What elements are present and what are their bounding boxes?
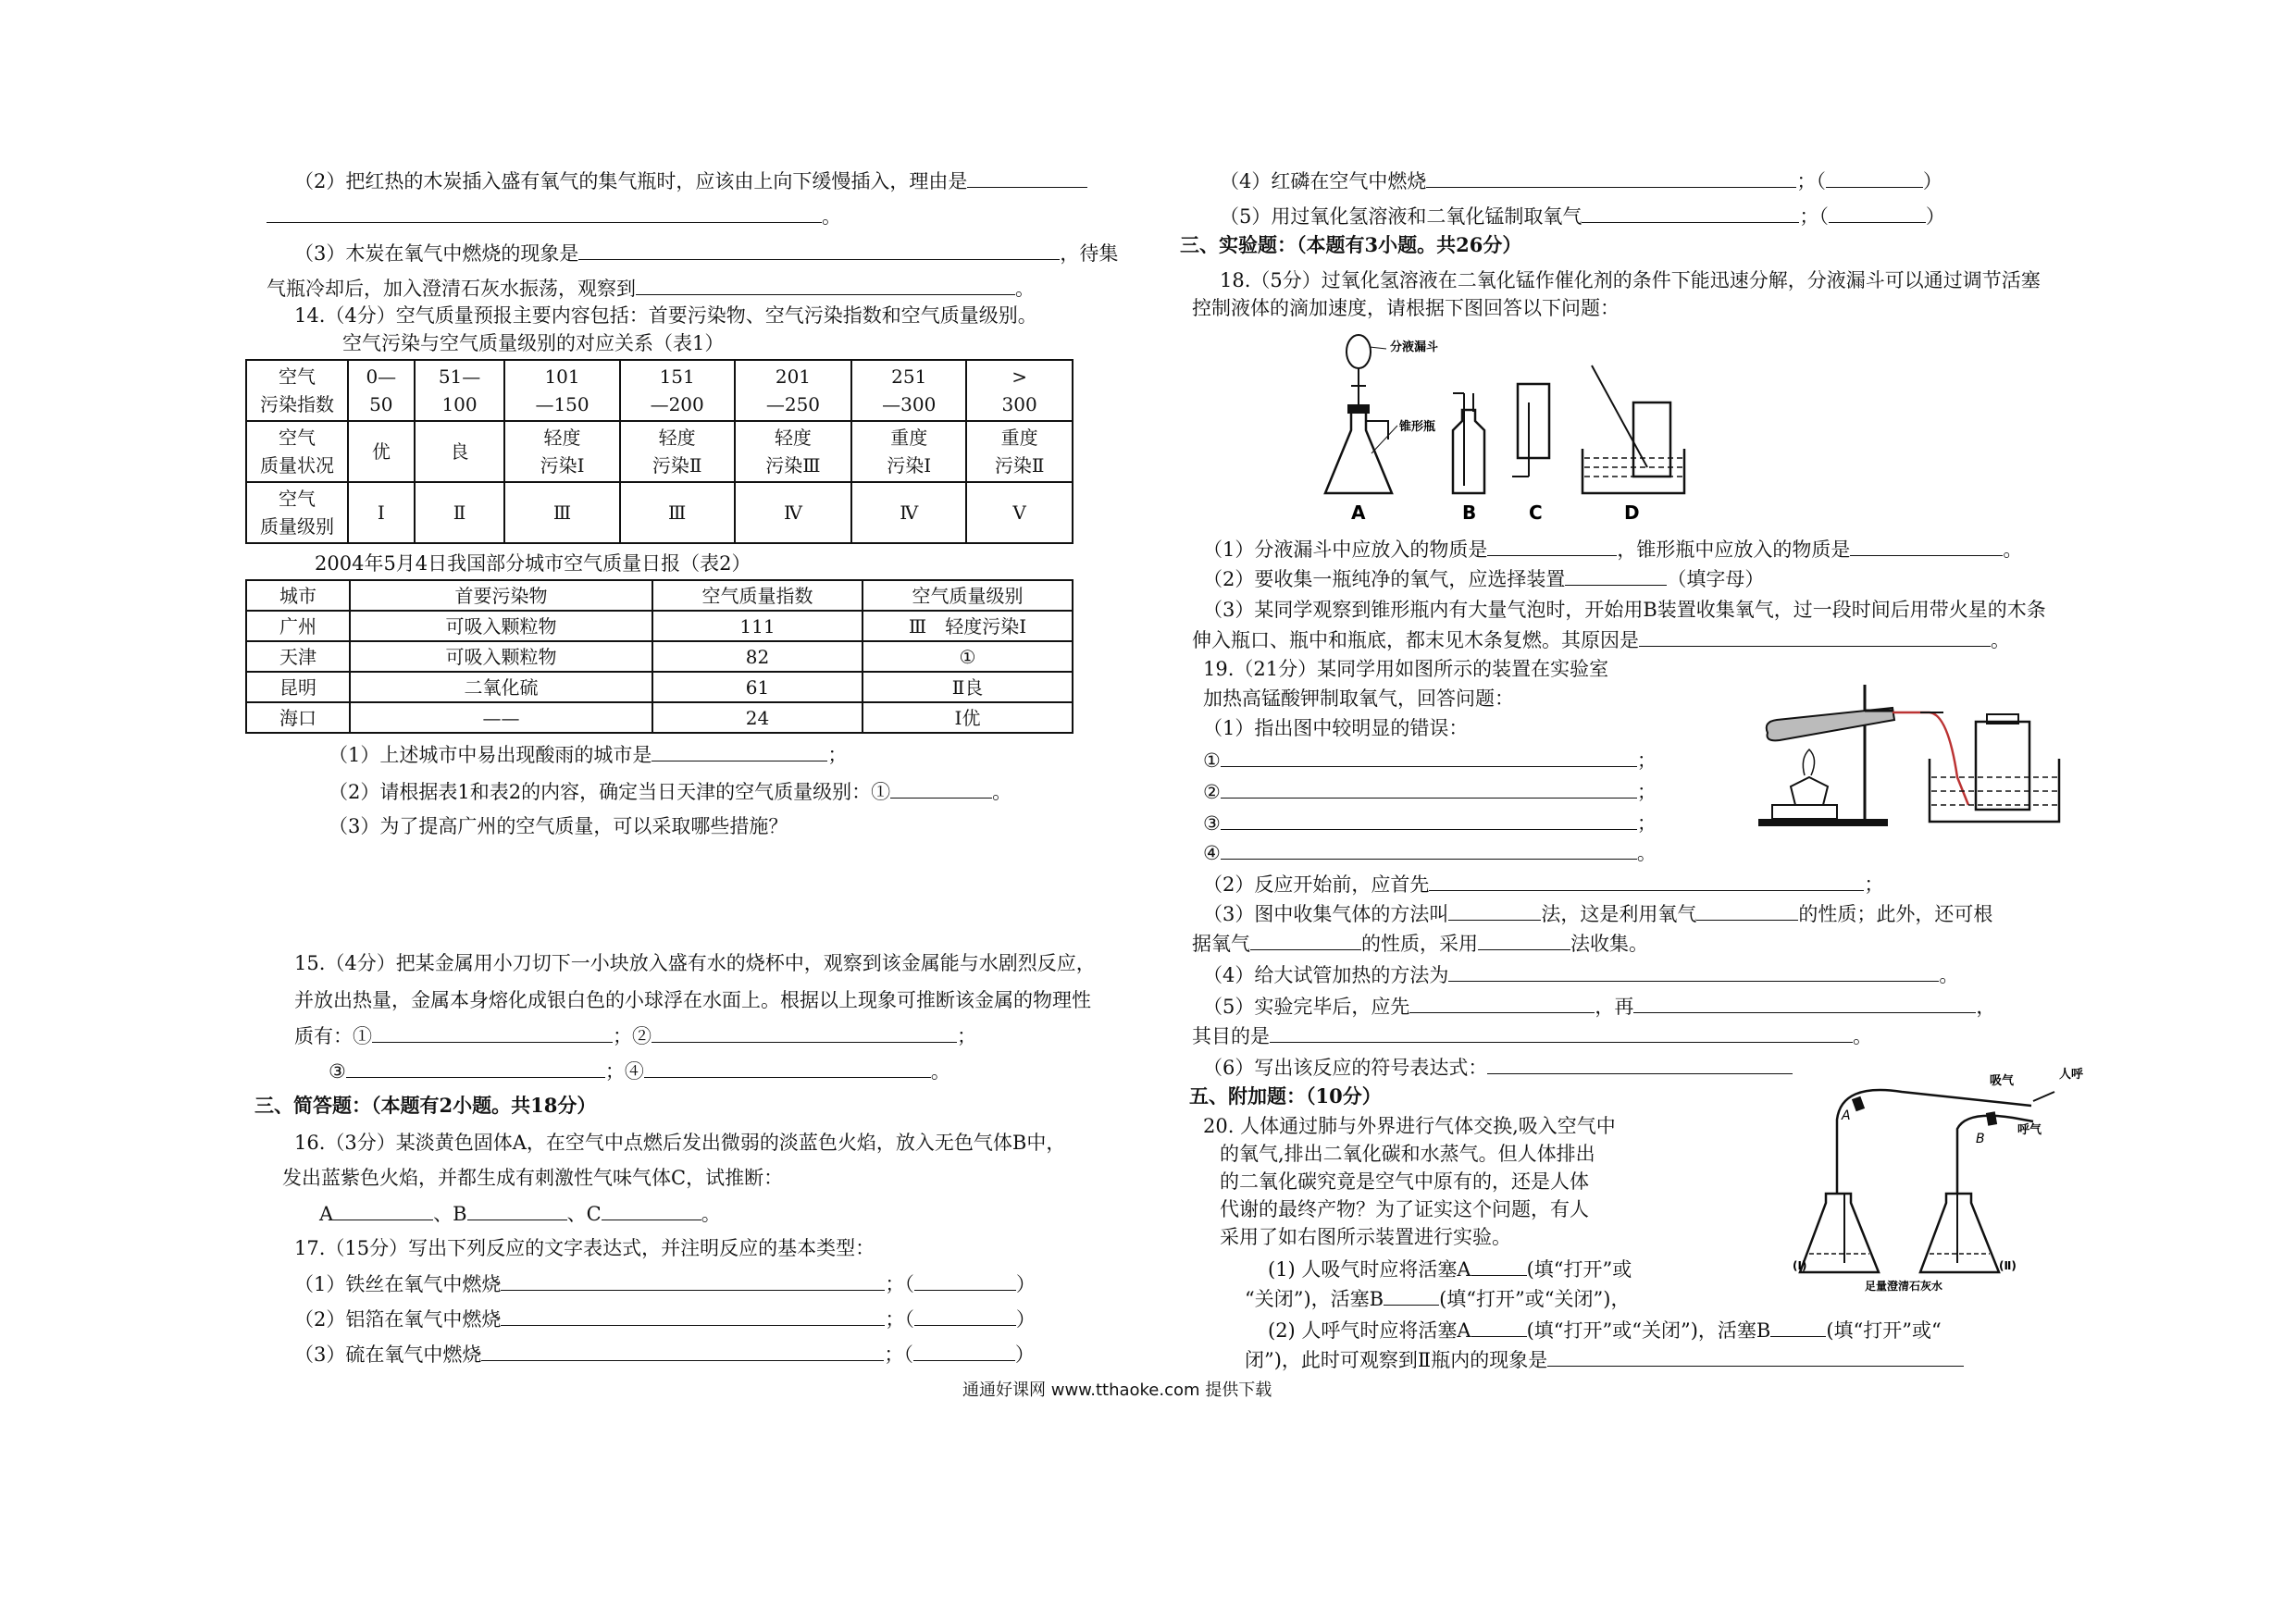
fig20-valve-a-label: A	[1842, 1108, 1851, 1123]
q15-text-b: 并放出热量，金属本身熔化成银白色的小球浮在水面上。根据以上现象可推断该金属的物理性	[294, 989, 1091, 1011]
section-3-heading: 三、简答题：（本题有2小题。共18分）	[254, 1094, 597, 1117]
table2-cell: 昆明	[246, 672, 350, 702]
table2-header-cell: 首要污染物	[350, 580, 652, 611]
q19-1-blank-1: ① ；	[1203, 746, 1657, 774]
q13-3-text-b: 气瓶冷却后，加入澄清石灰水振荡，观察到 。	[267, 274, 1035, 303]
fig20-bottle-2-label: (Ⅱ)	[1999, 1259, 2017, 1272]
table2-cell: 可吸入颗粒物	[350, 641, 652, 672]
table1-cell: 轻度 污染Ⅲ	[735, 421, 851, 482]
table2-cell: Ⅲ 轻度污染Ⅰ	[863, 611, 1073, 641]
section-3-experiment-heading: 三、实验题：（本题有3小题。共26分）	[1180, 233, 1522, 256]
fig20-bottle-1-label: (Ⅰ)	[1793, 1259, 1807, 1272]
q13-3-text: （3）木炭在氧气中燃烧的现象是 ，待集	[294, 239, 1118, 267]
table2-cell: 61	[652, 672, 863, 702]
fig18-device-c	[1512, 384, 1549, 524]
table1-cell: 轻度 污染Ⅰ	[504, 421, 619, 482]
table1-cell: 201 —250	[735, 360, 851, 421]
table2-header-cell: 空气质量指数	[652, 580, 863, 611]
fig20-exhale-label: 呼气	[2017, 1123, 2042, 1137]
q17-intro: 17.（15分）写出下列反应的文字表达式，并注明反应的基本类型：	[294, 1237, 875, 1259]
table2-cell: 82	[652, 641, 863, 672]
q19-6: （6）写出该反应的符号表达式：	[1203, 1053, 1793, 1082]
q20-text-e: 采用了如右图所示装置进行实验。	[1220, 1226, 1511, 1248]
q20-2-a: (2) 人呼气时应将活塞A (填“打开”或“关闭”)，活塞B (填“打开”或“	[1268, 1316, 1942, 1344]
table1-cell: 优	[348, 421, 415, 482]
table2-cell: 海口	[246, 702, 350, 733]
q13-2-answer-line: 。	[267, 202, 841, 230]
q18-text-a: 18.（5分）过氧化氢溶液在二氧化锰作催化剂的条件下能迅速分解，分液漏斗可以通过调节活塞	[1220, 269, 2041, 291]
table1-cell: 0— 50	[348, 360, 415, 421]
q18-2: （2）要收集一瓶纯净的氧气，应选择装置 （填字母）	[1203, 564, 1764, 593]
table1-cell: 空气 质量级别	[246, 482, 348, 543]
q15-text-d: ③ ；④ 。	[329, 1057, 950, 1085]
fig20-breathing-apparatus	[1791, 1064, 2096, 1295]
fig18-label-d: D	[1624, 501, 1640, 524]
q15-text-c: 质有：① ；② ；	[294, 1021, 976, 1050]
table1-cell: 轻度 污染Ⅱ	[620, 421, 735, 482]
q17-3: （3）硫在氧气中燃烧 ；（ ）	[294, 1340, 1035, 1368]
q16-text-a: 16.（3分）某淡黄色固体A，在空气中点燃后发出微弱的淡蓝色火焰，放入无色气体B中，	[294, 1132, 1066, 1154]
q19-2: （2）反应开始前，应首先 ；	[1203, 870, 1883, 898]
table1-cell: Ⅳ	[735, 482, 851, 543]
q18-3-a: （3）某同学观察到锥形瓶内有大量气泡时，开始用B装置收集氧气，过一段时间后用带火星的木条	[1203, 599, 2046, 621]
table1-cell: Ⅰ	[348, 482, 415, 543]
fig18-device-a	[1325, 335, 1438, 524]
q20-text-b: 的氧气,排出二氧化碳和水蒸气。但人体排出	[1220, 1143, 1595, 1165]
fig20-inhale-label: 吸气	[1990, 1074, 2015, 1088]
table-row	[246, 672, 1073, 702]
table1-cell: 空气 质量状况	[246, 421, 348, 482]
fig18-label-b: B	[1462, 501, 1477, 524]
table1-cell: 良	[415, 421, 505, 482]
q19-3-a: （3）图中收集气体的方法叫 法，这是利用氧气 的性质；此外，还可根	[1203, 899, 1992, 928]
table-row	[246, 641, 1073, 672]
fig18-label-c: C	[1529, 501, 1543, 524]
table2-header-row	[246, 580, 1073, 611]
q19-text-b: 加热高锰酸钾制取氧气，回答问题：	[1203, 687, 1514, 710]
table2-cell: Ⅰ优	[863, 702, 1073, 733]
fig18-label-flask: 锥形瓶	[1399, 420, 1436, 434]
table2-cell: 111	[652, 611, 863, 641]
q20-1-b: “关闭”)，活塞B (填“打开”或“关闭”)，	[1245, 1284, 1630, 1313]
table2-cell: 可吸入颗粒物	[350, 611, 652, 641]
q18-text-b: 控制液体的滴加速度，请根据下图回答以下问题：	[1192, 297, 1620, 319]
q14-1: （1）上述城市中易出现酸雨的城市是 ；	[329, 740, 847, 769]
fig19-heating-apparatus	[1754, 666, 2068, 828]
q19-3-b: 据氧气 的性质，采用 法收集。	[1192, 929, 1648, 958]
table2-cell: 广州	[246, 611, 350, 641]
table1-cell: Ⅱ	[415, 482, 505, 543]
q20-text-c: 的二氧化碳究竟是空气中原有的，还是人体	[1220, 1170, 1589, 1193]
q17-4: （4）红磷在空气中燃烧 ；（ ）	[1220, 167, 1942, 195]
fig18-device-b	[1453, 393, 1484, 524]
table2-cell: 24	[652, 702, 863, 733]
q20-1-a: (1) 人吸气时应将活塞A (填“打开”或	[1268, 1255, 1632, 1283]
table1-cell: Ⅳ	[851, 482, 966, 543]
q15-text-a: 15.（4分）把某金属用小刀切下一小块放入盛有水的烧杯中，观察到该金属能与水剧烈反应，	[294, 952, 1096, 974]
table1-cell: 重度 污染Ⅰ	[851, 421, 966, 482]
q14-3: （3）为了提高广州的空气质量，可以采取哪些措施？	[329, 815, 788, 837]
fig18-apparatus-diagram	[1314, 328, 1703, 532]
table1-cell: Ⅲ	[620, 482, 735, 543]
table1-cell: 重度 污染Ⅱ	[966, 421, 1073, 482]
q20-text-a: 20. 人体通过肺与外界进行气体交换,吸入空气中	[1203, 1115, 1616, 1137]
table-row	[246, 611, 1073, 641]
q16-text-b: 发出蓝紫色火焰，并都生成有刺激性气味气体C，试推断：	[282, 1167, 784, 1189]
table1-cell: 151 —200	[620, 360, 735, 421]
table2-cell: 天津	[246, 641, 350, 672]
page-footer: 通通好课网 www.tthaoke.com 提供下载	[962, 1381, 1272, 1400]
table1-cell: 51— 100	[415, 360, 505, 421]
table1-caption: 空气污染与空气质量级别的对应关系（表1）	[342, 332, 725, 354]
table1-pollution-index	[245, 359, 1074, 544]
table2-header-cell: 城市	[246, 580, 350, 611]
q19-1: （1）指出图中较明显的错误：	[1203, 717, 1469, 739]
q18-1: （1）分液漏斗中应放入的物质是 ，锥形瓶中应放入的物质是 。	[1203, 535, 2022, 563]
section-5-heading: 五、附加题：（10分）	[1189, 1084, 1382, 1108]
table2-cell: 二氧化硫	[350, 672, 652, 702]
table1-row-index	[246, 360, 1073, 421]
table1-cell: > 300	[966, 360, 1073, 421]
fig18-device-d	[1582, 365, 1684, 524]
table2-cell: ——	[350, 702, 652, 733]
fig18-label-funnel: 分液漏斗	[1390, 340, 1439, 354]
table2-city-air-quality	[245, 579, 1074, 734]
table1-cell: 251 —300	[851, 360, 966, 421]
table-row	[246, 702, 1073, 733]
q16-answers: A 、B 、C 。	[319, 1199, 721, 1228]
q14-2: （2）请根据表1和表2的内容，确定当日天津的空气质量级别：① 。	[329, 777, 1011, 806]
q19-1-blank-4: ④ 。	[1203, 838, 1657, 867]
table1-cell: Ⅴ	[966, 482, 1073, 543]
q20-2-b: 闭”)，此时可观察到Ⅱ瓶内的现象是	[1245, 1345, 1964, 1374]
table1-row-status	[246, 421, 1073, 482]
q17-1: （1）铁丝在氧气中燃烧 ；（ ）	[294, 1269, 1036, 1298]
table2-cell: ①	[863, 641, 1073, 672]
table1-row-level	[246, 482, 1073, 543]
table2-caption: 2004年5月4日我国部分城市空气质量日报（表2）	[315, 552, 751, 575]
q17-5: （5）用过氧化氢溶液和二氧化锰制取氧气 ；（ ）	[1220, 202, 1945, 230]
q20-text-d: 代谢的最终产物？为了证实这个问题，有人	[1220, 1198, 1589, 1220]
table2-header-cell: 空气质量级别	[863, 580, 1073, 611]
table2-cell: Ⅱ良	[863, 672, 1073, 702]
q18-3-b: 伸入瓶口、瓶中和瓶底，都末见木条复燃。其原因是 。	[1192, 625, 2010, 654]
q19-5-b: 其目的是 。	[1192, 1021, 1872, 1050]
q14-intro: 14.（4分）空气质量预报主要内容包括：首要污染物、空气污染指数和空气质量级别。	[294, 304, 1037, 327]
q19-4: （4）给大试管加热的方法为 。	[1203, 960, 1958, 989]
table1-cell: 空气 污染指数	[246, 360, 348, 421]
q19-5-a: （5）实验完毕后，应先 ，再 ，	[1203, 992, 1995, 1021]
q19-1-blank-2: ② ；	[1203, 777, 1657, 806]
q19-text-a: 19.（21分）某同学用如图所示的装置在实验室	[1203, 658, 1609, 680]
table1-cell: Ⅲ	[504, 482, 619, 543]
q17-2: （2）铝箔在氧气中燃烧 ；（ ）	[294, 1305, 1036, 1333]
fig20-valve-b-label: B	[1976, 1132, 1985, 1146]
q13-2-text: （2）把红热的木炭插入盛有氧气的集气瓶时，应该由上向下缓慢插入，理由是	[294, 167, 1087, 195]
fig20-limewater-label: 足量澄清石灰水	[1865, 1280, 1943, 1293]
fig20-mouth-label: 人呼	[2059, 1068, 2084, 1082]
q19-1-blank-3: ③ ；	[1203, 809, 1657, 837]
fig18-label-a: A	[1351, 501, 1366, 524]
table1-cell: 101 —150	[504, 360, 619, 421]
